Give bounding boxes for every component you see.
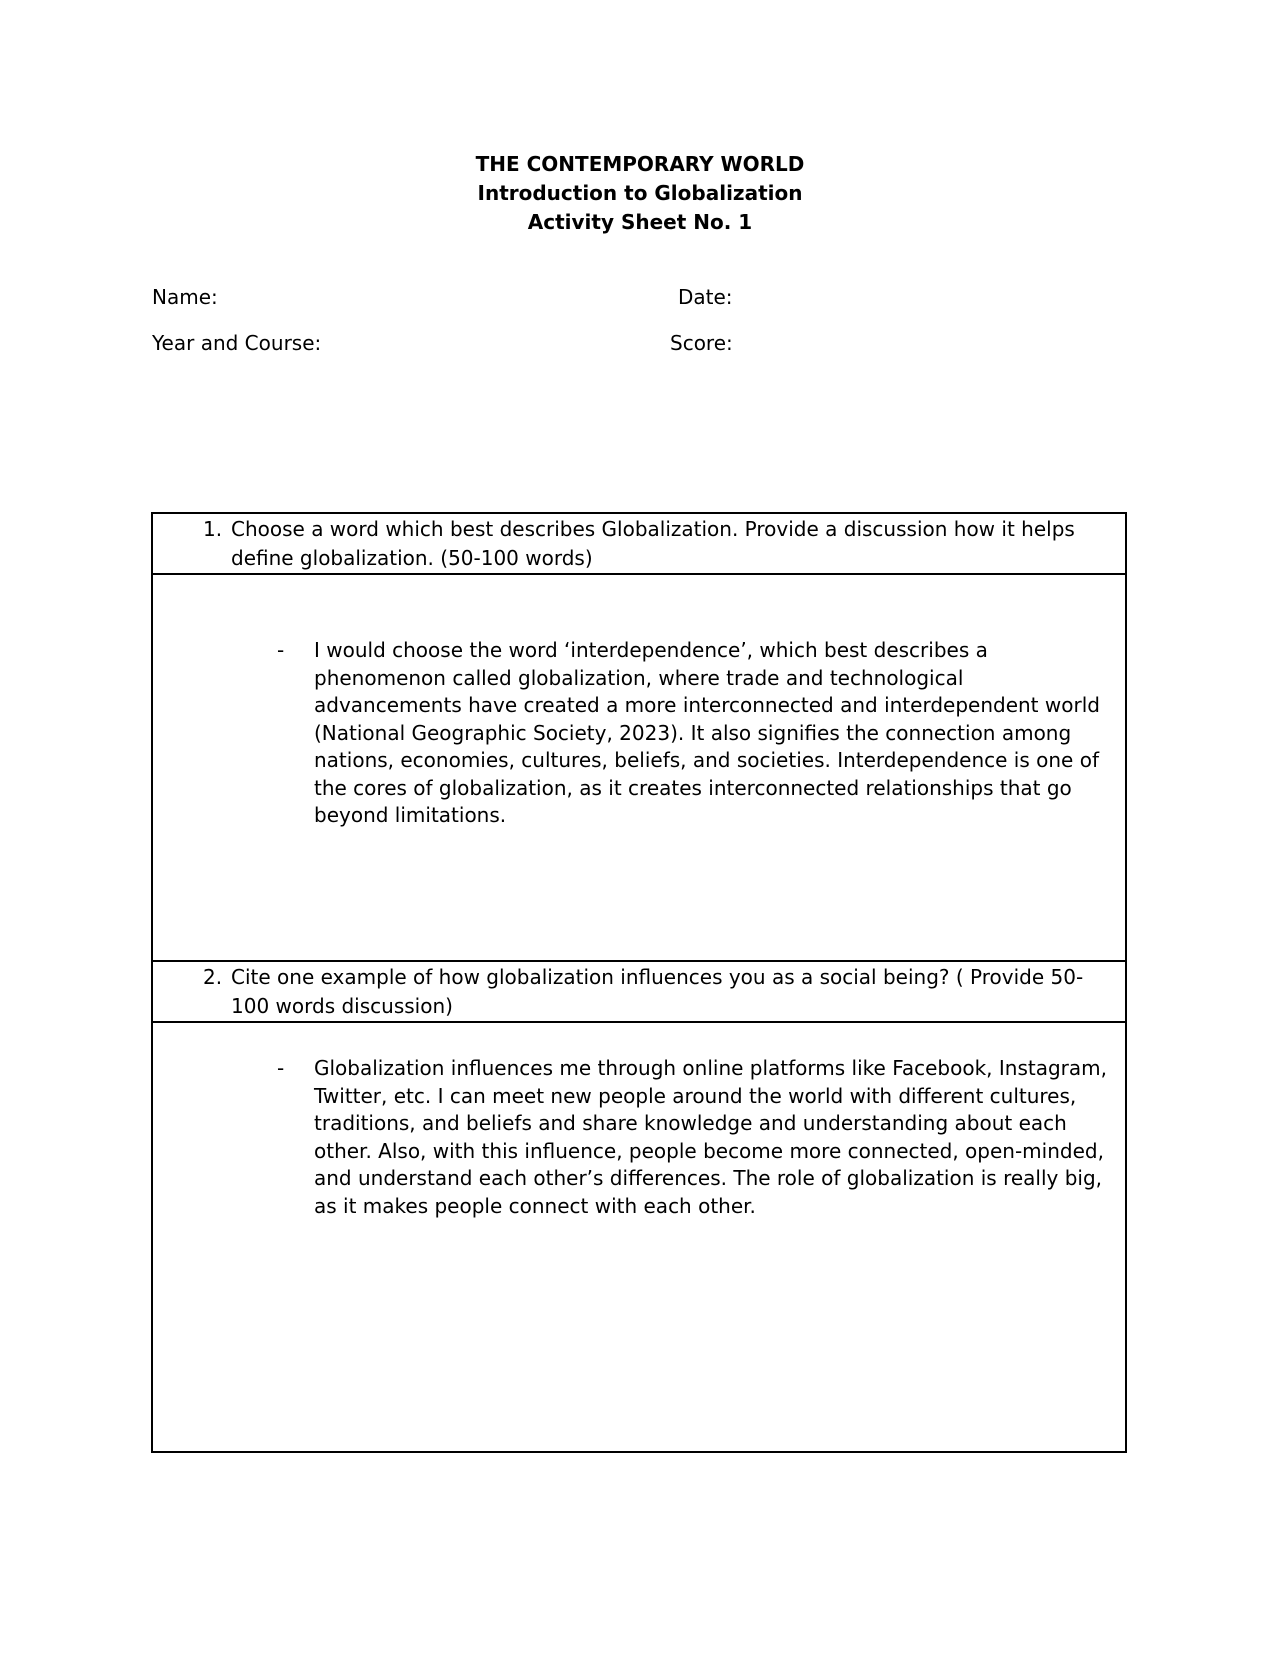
activity-number: Activity Sheet No. 1 — [527, 210, 753, 234]
answer-1-text: I would choose the word ‘interdependence’, which best describes a phenomenon called globalization, where trade and technological advancements have created a more interconnected and interdependent world (National Geographic Society, 2023). It also signifies the connection among nations, economies, cultures, beliefs, and societies. Interdependence is one of the cores of globalization, as it creates interconnected relationships that go beyond limitations. — [314, 638, 1100, 827]
year-course-label: Year and Course: — [152, 331, 322, 355]
answer-1-cell — [153, 575, 1125, 962]
name-label: Name: — [152, 285, 218, 309]
score-label: Score: — [670, 331, 733, 355]
course-title: THE CONTEMPORARY WORLD — [475, 152, 805, 176]
question-1-number: 1. — [203, 517, 223, 541]
question-1-row — [153, 514, 1125, 575]
lesson-subtitle: Introduction to Globalization — [477, 181, 803, 205]
answer-2-bullet: - — [277, 1056, 285, 1080]
activity-table — [151, 512, 1127, 1453]
document-header — [0, 150, 1280, 237]
answer-2-cell — [153, 1023, 1125, 1451]
date-label: Date: — [678, 285, 733, 309]
question-2-text: Cite one example of how globalization influences you as a social being? ( Provide 50-100 words discussion) — [231, 965, 1084, 1018]
question-2-number: 2. — [203, 965, 223, 989]
answer-2-text: Globalization influences me through online platforms like Facebook, Instagram, Twitter, etc. I can meet new people around the world with different cultures, traditions, and beliefs and share knowledge and understanding about each other. Also, with this influence, people become more connected, open-minded, and understand each other’s differences. The role of globalization is really big, as it makes people connect with each other. — [314, 1056, 1107, 1218]
question-1-text: Choose a word which best describes Globalization. Provide a discussion how it helps define globalization. (50-100 words) — [231, 517, 1075, 570]
answer-1-bullet: - — [277, 638, 285, 662]
question-2-row — [153, 962, 1125, 1023]
